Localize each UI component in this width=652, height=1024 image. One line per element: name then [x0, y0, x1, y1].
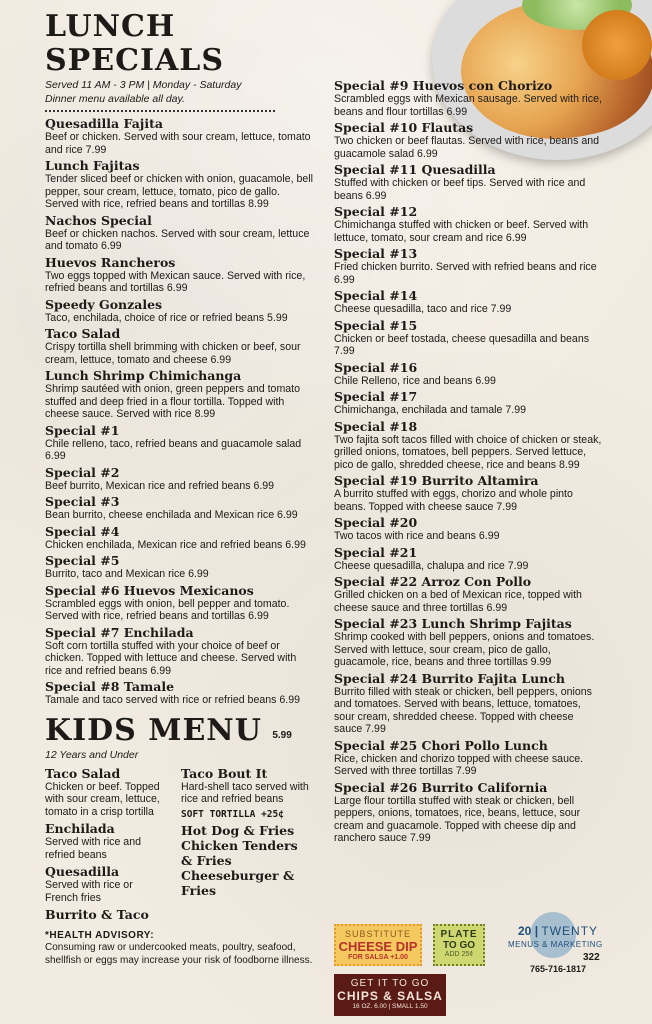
badge-line: SUBSTITUTE	[344, 929, 411, 939]
menu-item-name: Huevos Rancheros	[45, 254, 176, 270]
menu-item	[334, 671, 604, 736]
cheese-dip-badge	[334, 924, 422, 966]
menu-item-desc: Two chicken or beef flautas. Served with rice, beans and guacamole salad 6.99	[334, 135, 599, 160]
menu-item-desc: Taco, enchilada, choice of rice or refried beans 5.99	[45, 311, 288, 324]
menu-item-name: Speedy Gonzales	[45, 296, 163, 312]
menu-item	[45, 679, 315, 707]
menu-item-name: Special #26 Burrito California	[334, 779, 548, 795]
menu-item-name: Lunch Shrimp Chimichanga	[45, 368, 242, 383]
advisory-text: Consuming raw or undercooked meats, poultry, seafood, shellfish or eggs may increase your risk of foodborne illness.	[45, 942, 313, 966]
menu-item	[334, 574, 604, 614]
menu-item-desc: Shrimp sautéed with onion, green peppers and tomato stuffed and deep fried in a flour tortilla. Topped with cheese sauce. Served with rice 8.99	[45, 383, 301, 420]
kids-item-name: Enchilada	[45, 821, 115, 836]
kids-item-name: Quesadilla	[45, 864, 120, 879]
menu-item	[45, 255, 315, 295]
menu-item	[45, 297, 315, 325]
badge-line: TO GO	[442, 940, 476, 951]
menu-item-desc: Burrito filled with steak or chicken, bell peppers, onions and tomatoes. Served with beans, lettuce, tomatoes, sour cream, shredded cheese. Topped with cheese sauce 7.99	[334, 685, 592, 735]
advisory-title: *HEALTH ADVISORY:	[45, 930, 155, 941]
menu-item-desc: Chile relleno, taco, refried beans and guacamole salad 6.99	[45, 437, 302, 462]
menu-item-name: Special #7 Enchilada	[45, 624, 194, 640]
dinner-note: Dinner menu available all day.	[45, 93, 185, 105]
menu-item	[334, 515, 604, 543]
kids-title: KIDS MENU	[45, 712, 262, 748]
logo-text: 20 | TWENTY	[518, 924, 599, 938]
menu-item-name: Special #6 Huevos Mexicanos	[45, 582, 254, 598]
menu-item-name: Nachos Special	[45, 212, 152, 228]
menu-item	[334, 360, 604, 388]
menu-item-name: Special #25 Chori Pollo Lunch	[334, 737, 548, 753]
kids-menu	[45, 766, 315, 923]
menu-item	[334, 473, 604, 513]
menu-item-desc: Bean burrito, cheese enchilada and Mexican rice 6.99	[45, 509, 298, 521]
right-column	[334, 78, 604, 847]
kids-item-name: Taco Salad	[45, 765, 121, 781]
menu-item-desc: Two tacos with rice and beans 6.99	[334, 530, 500, 542]
menu-item-name: Special #2	[45, 464, 120, 480]
menu-item-name: Special #19 Burrito Altamira	[334, 473, 539, 488]
menu-item-name: Special #18	[334, 418, 418, 434]
menu-item-name: Special #16	[334, 359, 418, 375]
kids-item-desc: Hard-shell taco served with rice and refried beans	[181, 780, 309, 805]
menu-item-name: Special #14	[334, 288, 418, 303]
menu-item-desc: Beef or chicken. Served with sour cream, lettuce, tomato and rice 7.99	[45, 131, 311, 156]
menu-item-name: Special #10 Flautas	[334, 120, 474, 135]
menu-item-name: Special #8 Tamale	[45, 679, 175, 694]
menu-item	[45, 524, 315, 552]
menu-item	[45, 116, 315, 156]
menu-item-desc: Chimichanga, enchilada and tamale 7.99	[334, 404, 526, 416]
menu-item-name: Special #20	[334, 515, 418, 530]
menu-item-name: Taco Salad	[45, 326, 121, 341]
menu-item-desc: Two fajita soft tacos filled with choice of chicken or steak, grilled onions, tomatoes, bell peppers. Served lettuce, pico de gallo, shredded cheese, rice and beans 8.99	[334, 433, 602, 471]
menu-item-name: Special #15	[334, 317, 418, 333]
menu-item	[45, 213, 315, 253]
specials-list	[334, 78, 604, 845]
menu-item-name: Special #11 Quesadilla	[334, 162, 496, 177]
left-column	[45, 10, 315, 967]
menu-item-name: Quesadilla Fajita	[45, 116, 163, 131]
menu-item-name: Special #23 Lunch Shrimp Fajitas	[334, 616, 572, 631]
menu-item-desc: Tender sliced beef or chicken with onion, guacamole, bell pepper, sour cream, lettuce, tomato, pico de gallo. Served with rice, refried beans and tortillas 8.99	[45, 173, 313, 210]
menu-item-name: Special #4	[45, 523, 120, 539]
badge-line: 16 OZ. 6.00 | SMALL 1.50	[352, 1003, 428, 1010]
kids-col-2	[181, 766, 311, 923]
menu-item-desc: Beef or chicken nachos. Served with sour cream, lettuce and tomato 6.99	[45, 227, 310, 252]
kids-item-desc: Served with rice and refried beans	[45, 836, 141, 861]
menu-item-desc: Fried chicken burrito. Served with refried beans and rice 6.99	[334, 261, 597, 286]
menu-item-desc: Cheese quesadilla, taco and rice 7.99	[334, 303, 512, 315]
menu-item	[334, 545, 604, 573]
menu-item-name: Special #1	[45, 422, 120, 438]
menu-item	[45, 494, 315, 522]
menu-item-name: Special #3	[45, 494, 120, 509]
menu-item	[334, 738, 604, 778]
menu-code: 322	[583, 952, 600, 963]
menu-item	[45, 625, 315, 678]
served-hours: Served 11 AM - 3 PM | Monday - Saturday	[45, 79, 242, 91]
menu-item	[45, 465, 315, 493]
menu-item-desc: Crispy tortilla shell brimming with chicken or beef, sour cream, lettuce, tomato and cheese 6.99	[45, 341, 301, 366]
menu-item-desc: Chile Relleno, rice and beans 6.99	[334, 374, 496, 387]
kids-header	[45, 713, 315, 748]
menu-item	[334, 780, 604, 845]
kids-age: 12 Years and Under	[45, 748, 139, 761]
badge-line: FOR SALSA +1.00	[348, 954, 408, 961]
kids-item-name: Taco Bout It	[181, 765, 268, 781]
menu-item-desc: Chicken enchilada, Mexican rice and refried beans 6.99	[45, 538, 306, 551]
badge-line: CHEESE DIP	[338, 939, 418, 954]
menu-item-name: Special #13	[334, 246, 418, 261]
menu-item-desc: Beef burrito, Mexican rice and refried beans 6.99	[45, 479, 275, 492]
menu-item-desc: Grilled chicken on a bed of Mexican rice, topped with cheese sauce and three tortillas 6.99	[334, 589, 582, 614]
badge-line: CHIPS & SALSA	[337, 989, 443, 1003]
rice-image	[582, 10, 652, 80]
menu-item-desc: Cheese quesadilla, chalupa and rice 7.99	[334, 559, 529, 572]
plate-to-go-badge	[433, 924, 485, 966]
kids-item-extra: SOFT TORTILLA +25¢	[181, 808, 284, 820]
menu-item-desc: Scrambled eggs with onion, bell pepper and tomato. Served with rice, refried beans and tortillas 6.99	[45, 597, 290, 622]
chips-salsa-badge	[334, 974, 446, 1016]
menu-item	[45, 553, 315, 581]
menu-item-desc: Scrambled eggs with Mexican sausage. Served with rice, beans and flour tortillas 6.99	[334, 93, 602, 118]
menu-item-desc: Chicken or beef tostada, cheese quesadilla and beans 7.99	[334, 332, 590, 357]
kids-item-name: Chicken Tenders & Fries	[181, 837, 298, 868]
menu-item-desc: A burrito stuffed with eggs, chorizo and whole pinto beans. Topped with cheese sauce 7.99	[334, 488, 573, 513]
menu-item-name: Special #5	[45, 553, 120, 568]
menu-item	[45, 583, 315, 623]
badge-line: ADD 25¢	[444, 951, 474, 958]
menu-item-name: Special #24 Burrito Fajita Lunch	[334, 670, 565, 686]
menu-item-desc: Chimichanga stuffed with chicken or beef. Served with lettuce, tomato, sour cream and rice 6.99	[334, 219, 589, 244]
menu-item-name: Special #9 Huevos con Chorizo	[334, 78, 553, 93]
menu-item-desc: Shrimp cooked with bell peppers, onions and tomatoes. Served with lettuce, sour cream, pico de gallo, guacamole, rice, beans and three tortillas 9.99	[334, 631, 595, 668]
health-advisory	[45, 930, 315, 967]
kids-item-desc: Served with rice or French fries	[45, 879, 133, 904]
lunch-list	[45, 116, 315, 707]
menu-item	[45, 158, 315, 211]
menu-item-name: Special #17	[334, 389, 418, 404]
menu-item-name: Special #12	[334, 204, 418, 219]
menu-item	[334, 120, 604, 160]
logo-word: TWENTY	[541, 924, 599, 938]
menu-item-name: Special #21	[334, 544, 418, 560]
menu-item-name: Special #22 Arroz Con Pollo	[334, 574, 532, 589]
menu-item-desc: Tamale and taco served with rice or refried beans 6.99	[45, 694, 300, 706]
phone-number: 765-716-1817	[530, 964, 587, 974]
menu-item	[334, 246, 604, 286]
menu-item-desc: Two eggs topped with Mexican sauce. Served with rice, refried beans and tortillas 6.99	[45, 269, 306, 294]
twenty-twenty-logo	[508, 912, 618, 972]
kids-price: 5.99	[272, 729, 292, 741]
kids-item-name: Cheeseburger & Fries	[181, 867, 295, 898]
menu-item-desc: Large flour tortilla stuffed with steak or chicken, bell peppers, onions, tomatoes, rice, beans, lettuce, sour cream and guacamole. Topped with cheese dip and ranchero sauce 7.99	[334, 794, 581, 844]
kids-item-name: Hot Dog & Fries	[181, 822, 295, 838]
menu-item	[45, 368, 315, 421]
logo-sub: MENUS & MARKETING	[508, 940, 603, 949]
menu-item	[334, 318, 604, 358]
badge-line: PLATE	[440, 929, 478, 940]
page-title: LUNCH SPECIALS	[45, 9, 225, 78]
menu-item-desc: Soft corn tortilla stuffed with your choice of beef or chicken. Topped with lettuce and cheese. Served with rice and refried beans 6.99	[45, 639, 297, 677]
menu-item-name: Lunch Fajitas	[45, 158, 140, 173]
menu-item	[334, 288, 604, 316]
menu-item-desc: Rice, chicken and chorizo topped with cheese sauce. Served with three tortillas 7.99	[334, 752, 584, 777]
badge-line: GET IT TO GO	[350, 978, 430, 989]
menu-item-desc: Stuffed with chicken or beef tips. Served with rice and beans 6.99	[334, 177, 586, 202]
menu-item	[334, 616, 604, 669]
kids-col-1	[45, 766, 165, 923]
divider	[45, 110, 275, 112]
kids-item-desc: Chicken or beef. Topped with sour cream, lettuce, tomato in a crisp tortilla	[45, 780, 160, 818]
menu-item	[45, 423, 315, 463]
menu-item	[334, 78, 604, 118]
menu-item	[334, 389, 604, 417]
menu-item	[334, 162, 604, 202]
menu-item	[334, 419, 604, 472]
menu-item	[334, 204, 604, 244]
kids-item-name: Burrito & Taco	[45, 907, 149, 922]
menu-item-desc: Burrito, taco and Mexican rice 6.99	[45, 568, 209, 580]
menu-item	[45, 326, 315, 366]
logo-num: 20	[518, 924, 532, 938]
